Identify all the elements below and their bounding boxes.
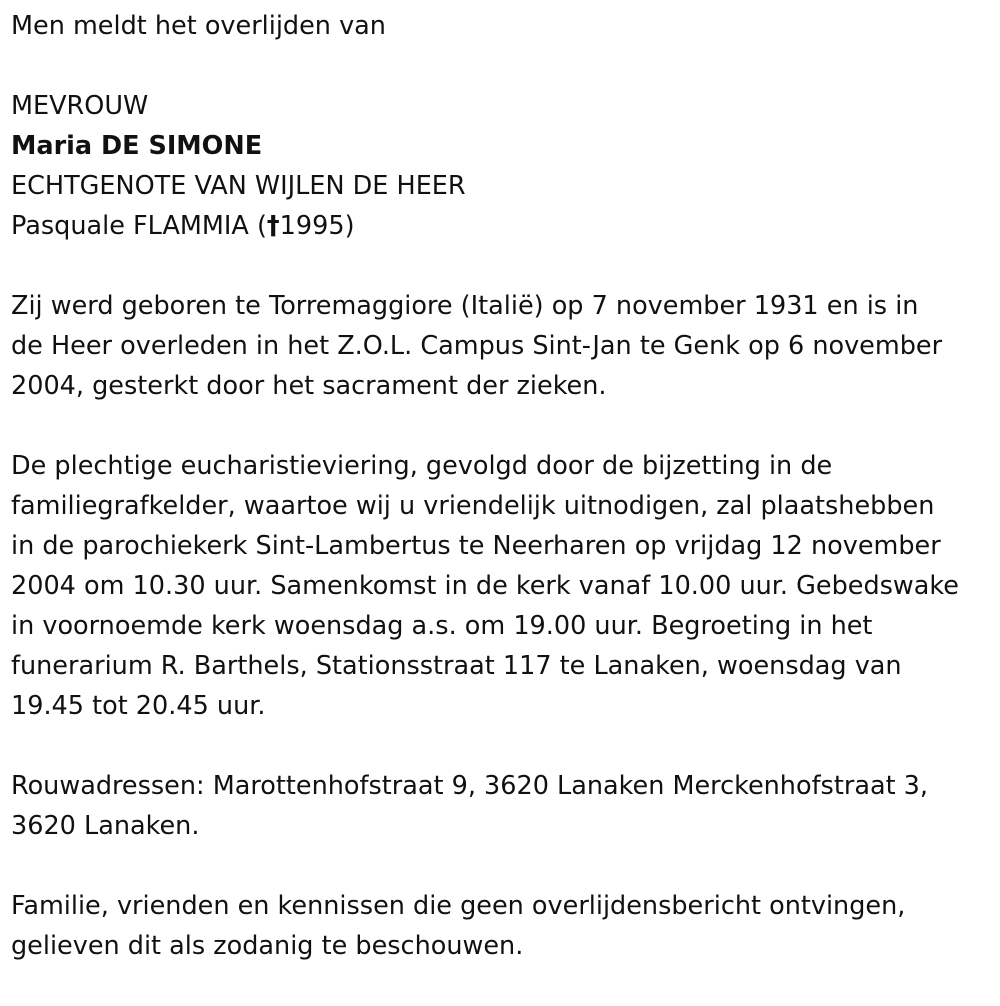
service-paragraph — [11, 446, 991, 726]
spouse-name: Pasquale FLAMMIA ( — [11, 211, 267, 241]
text-line: 2004, gesterkt door het sacrament der zieken. — [11, 371, 607, 401]
spacer — [11, 846, 991, 886]
spouse-year: 1995) — [279, 211, 355, 241]
text-line: 3620 Lanaken. — [11, 811, 200, 841]
text-line: Rouwadressen: Marottenhofstraat 9, 3620 Lanaken Merckenhofstraat 3, — [11, 771, 929, 801]
addresses-paragraph — [11, 766, 991, 846]
text-line: De plechtige eucharistieviering, gevolgd door de bijzetting in de — [11, 451, 833, 481]
spacer — [11, 406, 991, 446]
honorific: MEVROUW — [11, 91, 149, 121]
obituary-document — [11, 6, 991, 966]
intro-text: Men meldt het overlijden van — [11, 11, 386, 41]
closing-paragraph — [11, 886, 991, 966]
relation-text: ECHTGENOTE VAN WIJLEN DE HEER — [11, 171, 466, 201]
spouse-line — [11, 206, 991, 246]
cross-icon: † — [266, 211, 280, 241]
spacer — [11, 246, 991, 286]
text-line: in voornoemde kerk woensdag a.s. om 19.00 uur. Begroeting in het — [11, 611, 873, 641]
text-line: funerarium R. Barthels, Stationsstraat 117 te Lanaken, woensdag van — [11, 651, 902, 681]
birth-paragraph — [11, 286, 991, 406]
spacer — [11, 46, 991, 86]
text-line: gelieven dit als zodanig te beschouwen. — [11, 931, 524, 961]
text-line: familiegrafkelder, waartoe wij u vriendelijk uitnodigen, zal plaatshebben — [11, 491, 935, 521]
deceased-name: Maria DE SIMONE — [11, 131, 263, 161]
text-line: de Heer overleden in het Z.O.L. Campus Sint-Jan te Genk op 6 november — [11, 331, 943, 361]
text-line: in de parochiekerk Sint-Lambertus te Neerharen op vrijdag 12 november — [11, 531, 941, 561]
text-line: 19.45 tot 20.45 uur. — [11, 691, 266, 721]
text-line: 2004 om 10.30 uur. Samenkomst in de kerk vanaf 10.00 uur. Gebedswake — [11, 571, 959, 601]
text-line: Zij werd geboren te Torremaggiore (Italië) op 7 november 1931 en is in — [11, 291, 919, 321]
spacer — [11, 726, 991, 766]
text-line: Familie, vrienden en kennissen die geen overlijdensbericht ontvingen, — [11, 891, 906, 921]
